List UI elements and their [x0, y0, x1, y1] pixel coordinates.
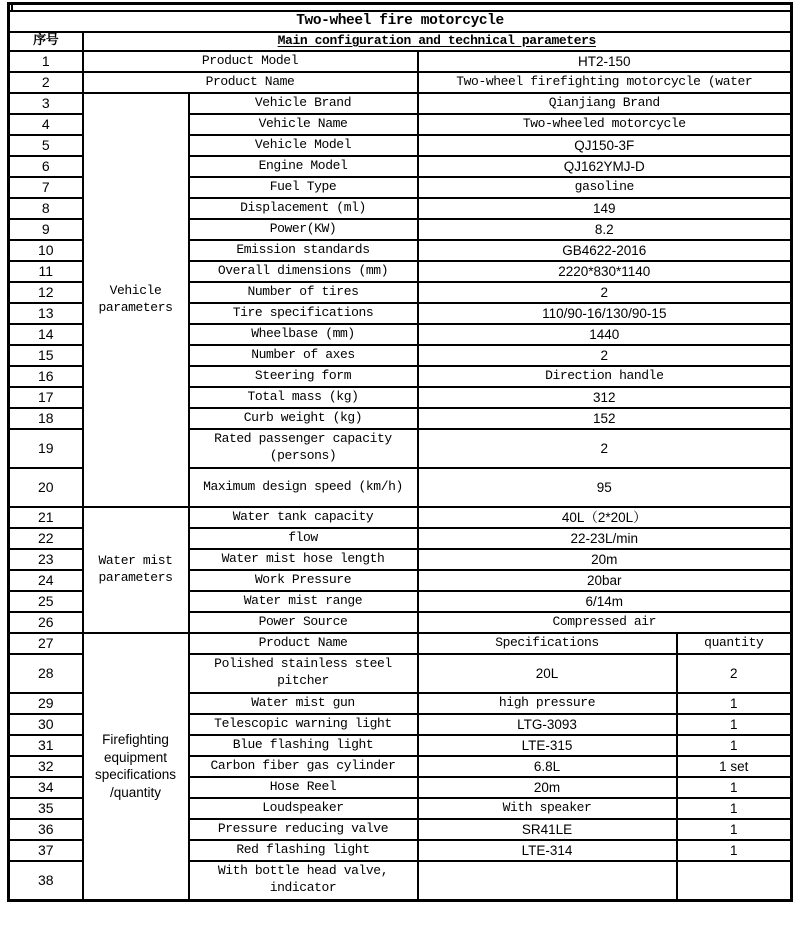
specification-cell: high pressure [418, 693, 677, 714]
parameter-name-cell: Number of axes [189, 345, 418, 366]
parameter-name-cell: Total mass (kg) [189, 387, 418, 408]
parameter-name-cell: Fuel Type [189, 177, 418, 198]
row-number-cell: 25 [9, 591, 83, 612]
parameter-name-cell: Telescopic warning light [189, 714, 418, 735]
value-cell: Two-wheeled motorcycle [418, 114, 792, 135]
quantity-cell: 1 [677, 714, 792, 735]
parameter-name-cell: Polished stainless steel pitcher [189, 654, 418, 693]
row-number-cell: 26 [9, 612, 83, 633]
value-cell: GB4622-2016 [418, 240, 792, 261]
parameter-name-cell: Blue flashing light [189, 735, 418, 756]
parameter-name-cell: Curb weight (kg) [189, 408, 418, 429]
value-cell: Two-wheel firefighting motorcycle (water [418, 72, 792, 93]
value-cell: 149 [418, 198, 792, 219]
quantity-cell: 1 [677, 735, 792, 756]
parameter-name-cell: Overall dimensions (mm) [189, 261, 418, 282]
group-label-cell: Water mist parameters [83, 507, 189, 633]
row-number-cell: 27 [9, 633, 83, 654]
specification-cell: With speaker [418, 798, 677, 819]
row-number-cell: 15 [9, 345, 83, 366]
value-cell: Compressed air [418, 612, 792, 633]
row-number-cell: 13 [9, 303, 83, 324]
row-number-cell: 18 [9, 408, 83, 429]
specification-cell: SR41LE [418, 819, 677, 840]
value-cell: 40L（2*20L） [418, 507, 792, 528]
quantity-cell: 1 set [677, 756, 792, 777]
value-cell: 2220*830*1140 [418, 261, 792, 282]
value-cell: 2 [418, 429, 792, 468]
row-number-cell: 14 [9, 324, 83, 345]
specification-cell [418, 861, 677, 901]
parameter-name-cell: Power Source [189, 612, 418, 633]
specification-cell: Specifications [418, 633, 677, 654]
group-label-cell: Vehicle parameters [83, 93, 189, 507]
value-cell: 110/90-16/130/90-15 [418, 303, 792, 324]
row-number-cell: 7 [9, 177, 83, 198]
row-number-cell: 20 [9, 468, 83, 507]
parameter-name-cell: Product Name [83, 72, 418, 93]
parameter-name-cell: Steering form [189, 366, 418, 387]
specification-cell: LTE-315 [418, 735, 677, 756]
row-number-cell: 19 [9, 429, 83, 468]
row-number-cell: 11 [9, 261, 83, 282]
value-cell: 1440 [418, 324, 792, 345]
group-label-cell: Firefighting equipment specifications /quantity [83, 633, 189, 901]
parameter-name-cell: Product Model [83, 51, 418, 72]
row-number-cell: 5 [9, 135, 83, 156]
parameter-name-cell: Number of tires [189, 282, 418, 303]
parameter-name-cell: Carbon fiber gas cylinder [189, 756, 418, 777]
row-number-cell: 37 [9, 840, 83, 861]
parameter-name-cell: Engine Model [189, 156, 418, 177]
row-number-cell: 3 [9, 93, 83, 114]
table-row [9, 507, 792, 528]
quantity-cell: 1 [677, 840, 792, 861]
parameter-name-cell: flow [189, 528, 418, 549]
value-cell: 2 [418, 345, 792, 366]
parameter-name-cell: Water tank capacity [189, 507, 418, 528]
specification-cell: LTE-314 [418, 840, 677, 861]
parameter-name-cell: Rated passenger capacity (persons) [189, 429, 418, 468]
row-number-cell: 22 [9, 528, 83, 549]
row-number-cell: 17 [9, 387, 83, 408]
row-number-cell: 29 [9, 693, 83, 714]
row-number-cell: 12 [9, 282, 83, 303]
top-margin-row [9, 4, 792, 12]
quantity-cell [677, 861, 792, 901]
parameter-name-cell: Loudspeaker [189, 798, 418, 819]
row-number-cell: 31 [9, 735, 83, 756]
value-cell: 20m [418, 549, 792, 570]
quantity-cell: 2 [677, 654, 792, 693]
value-cell: 312 [418, 387, 792, 408]
value-cell: 152 [418, 408, 792, 429]
parameter-name-cell: Pressure reducing valve [189, 819, 418, 840]
row-number-cell: 24 [9, 570, 83, 591]
parameter-name-cell: Tire specifications [189, 303, 418, 324]
row-number-cell: 36 [9, 819, 83, 840]
value-cell: QJ150-3F [418, 135, 792, 156]
parameter-name-cell: Emission standards [189, 240, 418, 261]
table-title: Two-wheel fire motorcycle [9, 11, 792, 32]
specification-cell: LTG-3093 [418, 714, 677, 735]
value-cell: Direction handle [418, 366, 792, 387]
row-number-cell: 10 [9, 240, 83, 261]
quantity-cell: 1 [677, 777, 792, 798]
quantity-cell: 1 [677, 819, 792, 840]
value-cell: QJ162YMJ-D [418, 156, 792, 177]
parameter-name-cell: Product Name [189, 633, 418, 654]
stray-border-artifact [11, 5, 13, 10]
parameter-name-cell: Water mist range [189, 591, 418, 612]
parameter-name-cell: Displacement (ml) [189, 198, 418, 219]
index-column-header: 序号 [9, 32, 83, 51]
value-cell: HT2-150 [418, 51, 792, 72]
row-number-cell: 21 [9, 507, 83, 528]
parameter-name-cell: Vehicle Name [189, 114, 418, 135]
value-cell: 8.2 [418, 219, 792, 240]
quantity-cell: 1 [677, 693, 792, 714]
row-number-cell: 35 [9, 798, 83, 819]
value-cell: 20bar [418, 570, 792, 591]
table-row [9, 93, 792, 114]
row-number-cell: 32 [9, 756, 83, 777]
row-number-cell: 4 [9, 114, 83, 135]
row-number-cell: 9 [9, 219, 83, 240]
parameter-name-cell: Red flashing light [189, 840, 418, 861]
table-row [9, 51, 792, 72]
spec-table [7, 2, 793, 902]
row-number-cell: 38 [9, 861, 83, 901]
column-header-row [9, 32, 792, 51]
parameter-name-cell: Vehicle Brand [189, 93, 418, 114]
parameter-name-cell: Hose Reel [189, 777, 418, 798]
specification-cell: 6.8L [418, 756, 677, 777]
top-margin-cell [9, 4, 792, 12]
specification-cell: 20L [418, 654, 677, 693]
value-cell: Qianjiang Brand [418, 93, 792, 114]
row-number-cell: 1 [9, 51, 83, 72]
value-cell: gasoline [418, 177, 792, 198]
row-number-cell: 34 [9, 777, 83, 798]
row-number-cell: 30 [9, 714, 83, 735]
row-number-cell: 6 [9, 156, 83, 177]
table-row [9, 633, 792, 654]
row-number-cell: 23 [9, 549, 83, 570]
parameter-name-cell: Maximum design speed (km/h) [189, 468, 418, 507]
row-number-cell: 2 [9, 72, 83, 93]
value-cell: 2 [418, 282, 792, 303]
parameter-name-cell: Water mist hose length [189, 549, 418, 570]
title-row [9, 11, 792, 32]
main-header: Main configuration and technical parameters [83, 32, 792, 51]
value-cell: 95 [418, 468, 792, 507]
row-number-cell: 8 [9, 198, 83, 219]
parameter-name-cell: Water mist gun [189, 693, 418, 714]
value-cell: 22-23L/min [418, 528, 792, 549]
value-cell: 6/14m [418, 591, 792, 612]
specification-cell: 20m [418, 777, 677, 798]
table-row [9, 72, 792, 93]
parameter-name-cell: Wheelbase (mm) [189, 324, 418, 345]
parameter-name-cell: Vehicle Model [189, 135, 418, 156]
row-number-cell: 16 [9, 366, 83, 387]
parameter-name-cell: With bottle head valve, indicator [189, 861, 418, 901]
row-number-cell: 28 [9, 654, 83, 693]
parameter-name-cell: Work Pressure [189, 570, 418, 591]
quantity-cell: 1 [677, 798, 792, 819]
quantity-cell: quantity [677, 633, 792, 654]
parameter-name-cell: Power(KW) [189, 219, 418, 240]
